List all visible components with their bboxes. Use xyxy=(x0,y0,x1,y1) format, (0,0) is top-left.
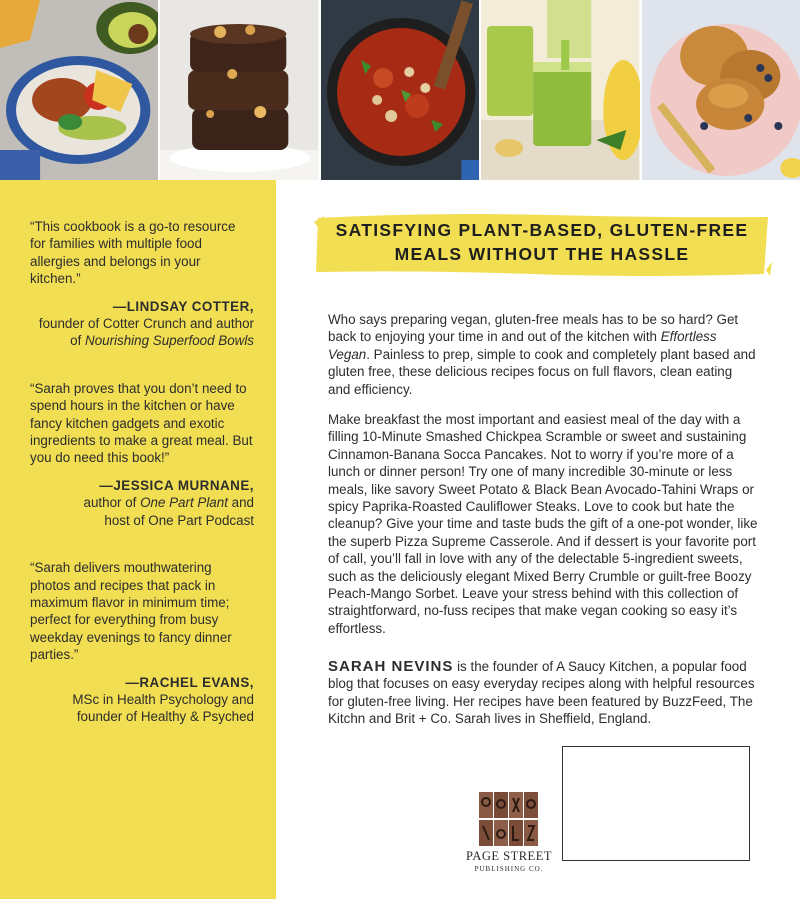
publisher-logo xyxy=(466,790,552,873)
book-title: Nourishing Superfood Bowls xyxy=(85,333,254,349)
credential-prefix: author of xyxy=(83,495,141,511)
book-title: One Part Plant xyxy=(140,495,228,511)
testimonial-author: —JESSICA MURNANE, xyxy=(99,477,254,493)
intro-text-cont: . Painless to prep, simple to cook and completely plant based and gluten free, these delicious recipes focus on full flavors, clean eating and efficiency. xyxy=(328,346,756,397)
publisher-subtitle: PUBLISHING CO. xyxy=(474,865,544,873)
testimonial-text: “Sarah proves that you don’t need to spend hours in the kitchen or have fancy kitchen gadgets and exotic ingredients to make a great meal. But you do need this book!” xyxy=(30,380,253,466)
testimonial-attribution xyxy=(30,674,254,726)
testimonial-credential xyxy=(30,494,254,511)
chocolate-cups-photo xyxy=(160,0,320,180)
testimonial-attribution xyxy=(30,477,254,529)
author-bio-text: is the founder of A Saucy Kitchen, a popular food blog that focuses on easy everyday recipes along with helpful resources for gluten-free living. Her recipes have been featured by BuzzFeed, The Kitchn and Brit + Co. Sarah lives in Sheffield, England. xyxy=(328,659,755,727)
recipes-paragraph: Make breakfast the most important and easiest meal of the day with a filling 10-Minute Smashed Chickpea Scramble or sweet and sustaining Cinnamon-Banana Socca Pancakes. Not to worry if you’re more of a lunch or dinner person! Try one of many incredible 30-minute or less meals, like savory Sweet Potato & Black Bean Avocado-Tahini Wraps or spicy Paprika-Roasted Cauliflower Steaks. Love to cook but hate the cleanup? Give your time and taste buds the gift of a one-pot wonder, like the superb Pizza Supreme Casserole. And if dessert is your favorite port of call, you’ll fall in love with any of the delectable 5-ingredient sweets, such as the deliciously elegant Mixed Berry Crumble or guilt-free Boozy Peach-Mango Sorbet. Leave your stress behind with this collection of straightforward, no-fuss recipes that make vegan cooking so easy it’s effortless. xyxy=(328,412,758,636)
chickpea-skillet-photo xyxy=(321,0,481,180)
headline-line-1: SATISFYING PLANT-BASED, GLUTEN-FREE xyxy=(335,220,749,240)
headline xyxy=(312,218,772,266)
testimonial-author: —LINDSAY COTTER, xyxy=(112,298,254,314)
green-smoothie-photo xyxy=(481,0,641,180)
credential-prefix: of xyxy=(70,333,86,349)
testimonial-2 xyxy=(30,380,254,529)
testimonial-credential: founder of Cotter Crunch and author xyxy=(38,316,254,332)
testimonial-text: “Sarah delivers mouthwatering photos and recipes that pack in maximum flavor in minimum time; perfect for everything from busy weekday evenings to fancy dinner parties.” xyxy=(30,560,232,663)
testimonial-text: “This cookbook is a go-to resource for families with multiple food allergies and belongs in your kitchen.” xyxy=(30,219,236,287)
author-name: SARAH NEVINS xyxy=(328,658,454,675)
headline-line-2: MEALS WITHOUT THE HASSLE xyxy=(394,244,690,264)
barcode-box xyxy=(562,746,750,861)
testimonial-attribution xyxy=(30,298,254,350)
testimonial-author: —RACHEL EVANS, xyxy=(125,674,254,690)
book-title: Effortless Vegan xyxy=(328,329,717,362)
testimonial-1 xyxy=(30,218,254,350)
testimonial-credential: MSc in Health Psychology and xyxy=(72,691,254,707)
testimonials-column xyxy=(0,180,276,899)
pancakes-photo xyxy=(642,0,800,180)
headline-banner xyxy=(312,212,772,278)
photo-strip xyxy=(0,0,800,180)
page-street-logo-icon xyxy=(477,790,541,848)
intro-paragraph xyxy=(328,311,758,398)
intro-text: Who says preparing vegan, gluten-free meals has to be so hard? Get back to enjoying your time in and out of the kitchen with xyxy=(328,312,739,345)
testimonial-credential xyxy=(30,332,254,349)
credential-suffix: and xyxy=(227,495,254,511)
testimonial-credential: host of One Part Podcast xyxy=(104,512,254,528)
author-bio xyxy=(328,658,758,728)
taco-bowl-photo xyxy=(0,0,160,180)
testimonial-3 xyxy=(30,559,254,726)
publisher-name: PAGE STREET xyxy=(466,849,552,863)
description-column xyxy=(276,180,800,899)
testimonial-credential: founder of Healthy & Psyched xyxy=(76,709,254,725)
